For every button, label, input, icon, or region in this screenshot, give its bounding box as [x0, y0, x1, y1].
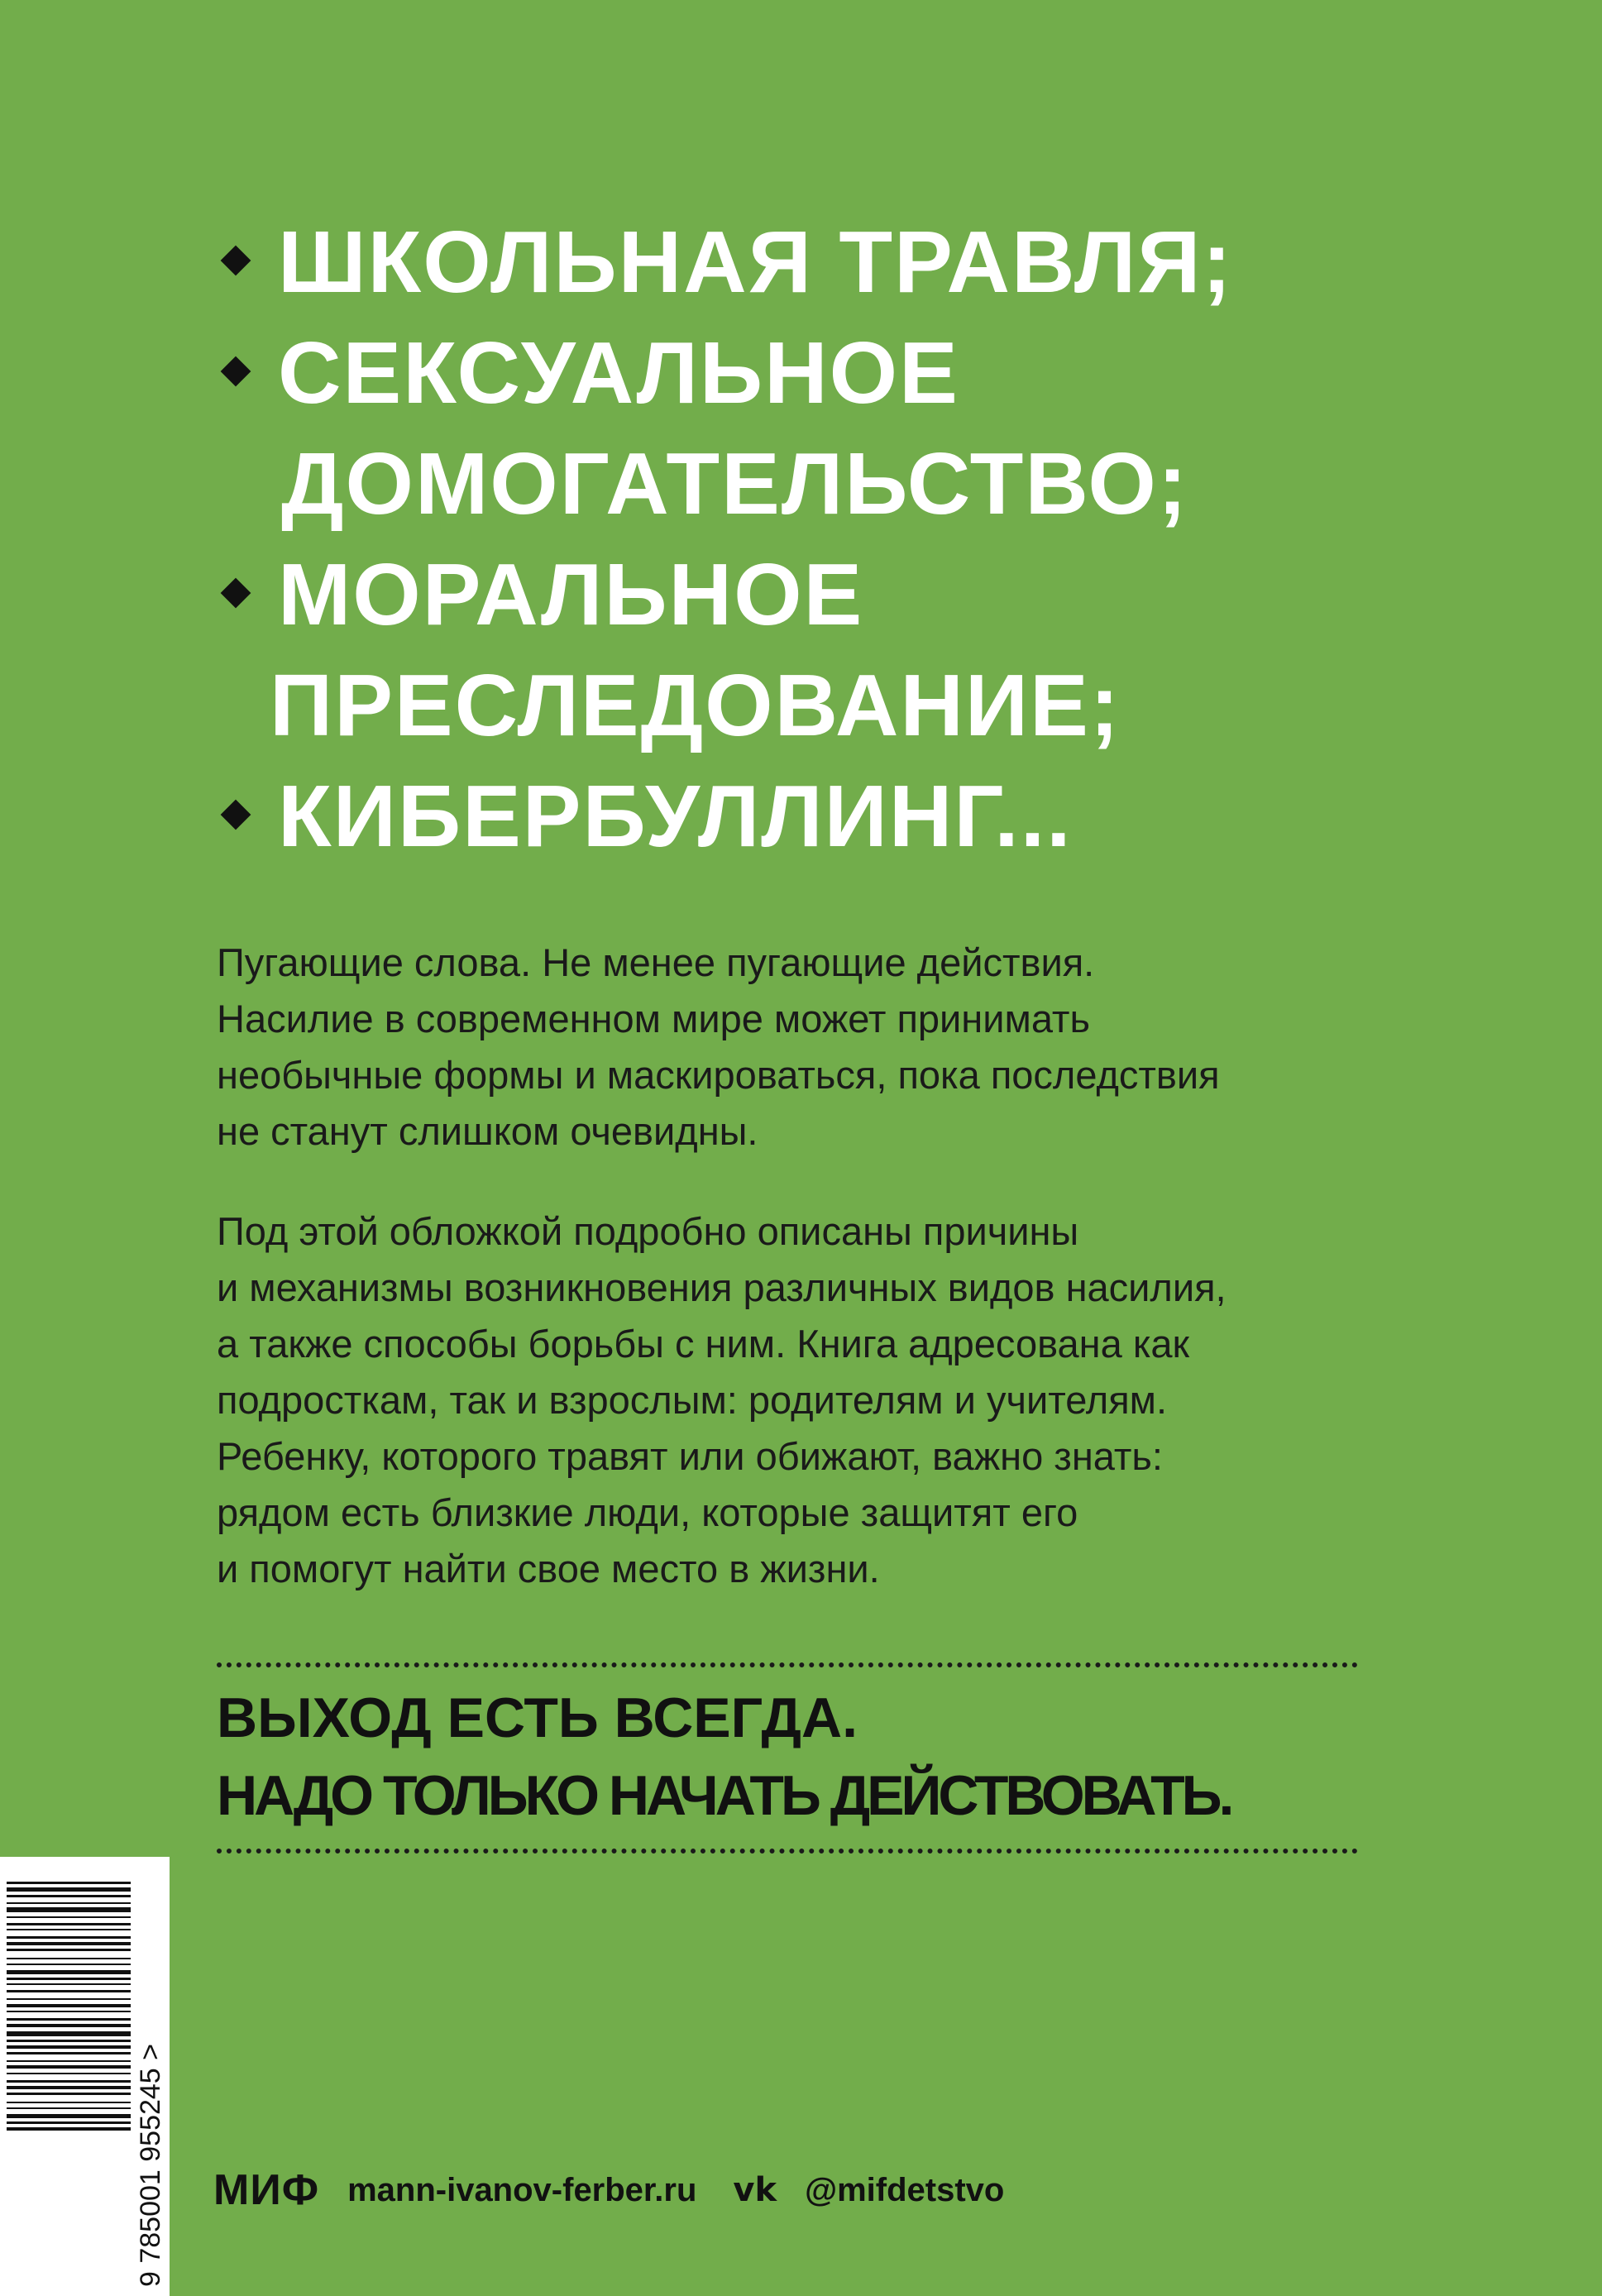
barcode-bar — [7, 2080, 131, 2083]
headline-item — [217, 761, 1457, 872]
publisher-logo — [213, 2165, 319, 2215]
paragraph-line: Под этой обложкой подробно описаны причины — [217, 1209, 1079, 1253]
social-handle: @mifdetstvo — [805, 2171, 1005, 2208]
barcode-bar — [7, 2127, 131, 2131]
barcode-bar — [7, 1958, 131, 1959]
paragraph-line: рядом есть близкие люди, которые защитят его — [217, 1490, 1078, 1534]
slogan-line-2: НАДО ТОЛЬКО НАЧАТЬ ДЕЙСТВОВАТЬ. — [217, 1764, 1231, 1827]
dotted-divider-bottom — [217, 1849, 1358, 1854]
barcode-bar — [7, 2065, 131, 2069]
headline-item — [217, 318, 1457, 539]
diamond-bullet-icon — [221, 356, 251, 387]
barcode-bar — [7, 1978, 131, 1980]
barcode-bar — [7, 2018, 131, 2021]
barcode-bar — [7, 1895, 131, 1897]
slogan — [217, 1679, 1391, 1834]
paragraph-line: подросткам, так и взрослым: родителям и учителям. — [217, 1378, 1168, 1422]
paragraph-line: необычные формы и маскироваться, пока последствия — [217, 1053, 1220, 1097]
barcode-bar — [7, 1942, 131, 1945]
barcode-bar — [7, 1998, 131, 2000]
barcode-bar — [7, 2102, 131, 2103]
paragraph-line: а также способы борьбы с ним. Книга адресована как — [217, 1322, 1190, 1366]
barcode-bar — [7, 2107, 131, 2109]
barcode-bar — [7, 1887, 131, 1892]
paragraph-line: Ребенку, которого травят или обижают, важно знать: — [217, 1434, 1163, 1478]
headline-line: МОРАЛЬНОЕ — [278, 546, 864, 643]
barcode-bar — [7, 2052, 131, 2054]
intro-paragraph — [217, 935, 1391, 1160]
paragraph-line: и помогут найти свое место в жизни. — [217, 1547, 880, 1590]
diamond-bullet-icon — [221, 246, 251, 276]
headline-line: ДОМОГАТЕЛЬСТВО; — [281, 435, 1189, 533]
paragraph-line: Пугающие слова. Не менее пугающие действия. — [217, 940, 1095, 984]
barcode-bar — [7, 2031, 131, 2036]
barcode-bar — [7, 1902, 131, 1904]
publisher-logo-text: МИФ — [213, 2166, 320, 2214]
barcode-bar — [7, 1882, 131, 1884]
paragraph-line: Насилие в современном мире может принимать — [217, 997, 1090, 1040]
barcode-bar — [7, 1936, 131, 1939]
headline-list — [217, 207, 1457, 872]
barcode-bar — [7, 2121, 131, 2124]
publisher-footer — [213, 2157, 1004, 2223]
barcode-bar — [7, 1923, 131, 1925]
headline-item — [217, 207, 1457, 318]
description-paragraph — [217, 1203, 1391, 1597]
barcode-digits: 9 785001 955245 > — [135, 2043, 166, 2287]
barcode-bar — [7, 1983, 131, 1985]
barcode-bar — [7, 1964, 131, 1965]
headline-line: КИБЕРБУЛЛИНГ... — [278, 768, 1073, 865]
barcode-bar — [7, 2114, 131, 2118]
barcode-bar — [7, 2086, 131, 2089]
paragraph-line: не станут слишком очевидны. — [217, 1109, 758, 1153]
headline-item — [217, 539, 1457, 761]
barcode-bar — [7, 2024, 131, 2027]
barcode-bar — [7, 2004, 131, 2007]
headline-line: ПРЕСЛЕДОВАНИЕ; — [270, 657, 1121, 754]
dotted-divider-top — [217, 1662, 1358, 1667]
barcode-bar — [7, 2040, 131, 2042]
barcode-bar — [7, 1929, 131, 1930]
headline-line: ШКОЛЬНАЯ ТРАВЛЯ; — [278, 213, 1233, 311]
vk-icon: vk — [733, 2171, 777, 2209]
isbn-barcode — [0, 1857, 170, 2296]
barcode-bar — [7, 2073, 131, 2074]
publisher-website: mann-ivanov-ferber.ru — [347, 2171, 697, 2208]
paragraph-line: и механизмы возникновения различных видов насилия, — [217, 1265, 1227, 1309]
diamond-bullet-icon — [221, 800, 251, 830]
barcode-bar — [7, 2093, 131, 2095]
barcode-bar — [7, 1949, 131, 1951]
barcode-bar — [7, 1990, 131, 1992]
barcode-bar — [7, 1907, 131, 1912]
slogan-line-1: ВЫХОД ЕСТЬ ВСЕГДА. — [217, 1686, 858, 1749]
barcode-bar — [7, 2060, 131, 2062]
barcode-bar — [7, 2011, 131, 2012]
diamond-bullet-icon — [221, 578, 251, 609]
headline-line: СЕКСУАЛЬНОЕ — [278, 324, 959, 422]
barcode-bar — [7, 1970, 131, 1974]
barcode-bar — [7, 2045, 131, 2049]
barcode-bar — [7, 1916, 131, 1918]
barcode-bars — [0, 1857, 170, 2296]
